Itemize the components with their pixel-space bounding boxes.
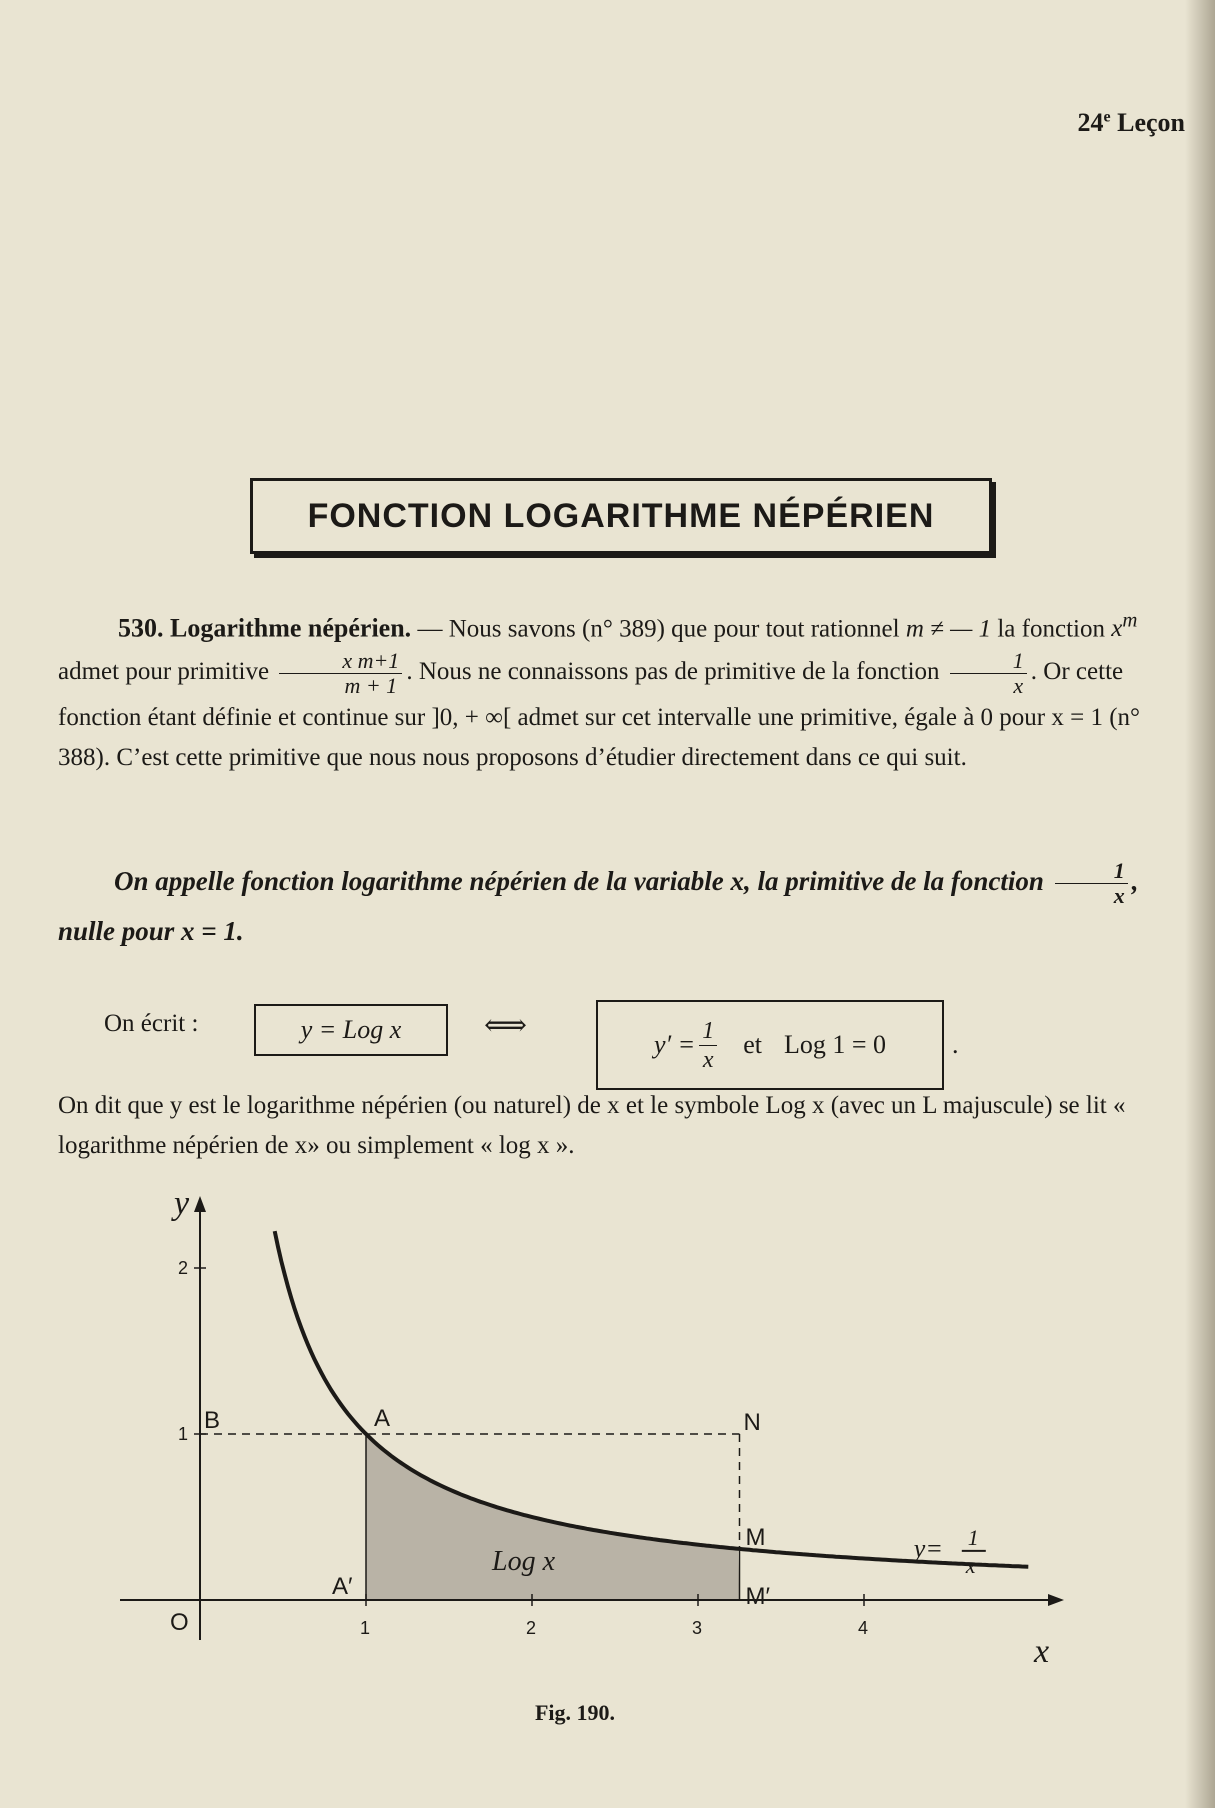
y-tick-label: 2 [178,1258,189,1278]
p1-text-a: — Nous savons (n° 389) que pour tout rationnel [417,615,900,643]
fraction-one-over-x [950,649,1027,698]
origin-label: O [170,1609,189,1636]
x-axis-arrow [1048,1594,1064,1606]
definition-fraction [1055,859,1128,908]
y-ticks [178,1258,206,1444]
et-word: et [743,1030,762,1059]
lesson-superscript: e [1103,108,1111,126]
p1-m-condition: m ≠ — 1 [905,615,992,643]
definition-text-b: , nulle pour x = 1. [58,866,1139,947]
curve-label-den: x [965,1552,976,1578]
lesson-header [1078,108,1186,138]
x-tick-label: 3 [692,1618,703,1638]
fraction-numerator: 1 [699,1017,717,1046]
fraction-numerator: 1 [950,649,1027,674]
naming-paragraph: On dit que y est le logarithme népérien (ou naturel) de x et le symbole Log x (avec un L majuscule) se lit « logarithme népérien de x» ou simplement « log x ». [58,1092,1126,1159]
curve-label-lhs: y= [913,1533,943,1563]
x-tick-label: 4 [858,1618,869,1638]
formula-box-derivative [596,1000,944,1090]
point-m-label: M [745,1523,766,1551]
section-paragraph [58,600,1166,778]
equivalence-arrow: ⟺ [484,1009,528,1042]
derivative-fraction [699,1017,717,1074]
curve-label-num: 1 [967,1524,979,1550]
fraction-primitive [279,649,402,698]
x-tick-label: 1 [360,1618,371,1638]
lesson-word: Leçon [1117,108,1185,137]
y-tick-label: 1 [178,1424,189,1444]
curve-label [911,1525,986,1578]
p1-text-e: . Or cette fonction étant définie et continue sur ]0, + ∞[ admet sur cet intervalle une primitive, égale à 0 pour x = 1 (n° 388). C’est cette primitive que nous nous proposons d’étudier directement dans ce qui suit. [58,658,1141,772]
log-one-equals-zero: Log 1 = 0 [784,1030,887,1059]
formula-box-log: y = Log x [254,1004,448,1056]
area-label: Log x [492,1546,555,1577]
y-axis-arrow [194,1196,206,1212]
point-n-label: N [743,1409,761,1436]
fraction-numerator: 1 [1055,859,1128,884]
formula-period: . [952,1030,959,1059]
definition-text-a: On appelle fonction logarithme népérien de la variable x, la primitive de la fonction [114,866,1044,896]
p1-text-b: la fonction [997,615,1105,643]
on-ecrit-label: On écrit : [104,1010,199,1037]
fraction-numerator: x m+1 [279,649,402,674]
figure-caption: Fig. 190. [534,1700,616,1725]
p1-x: x [1111,615,1123,643]
page-edge-shadow [1185,0,1215,1808]
chapter-title: FONCTION LOGARITHME NÉPÉRIEN [250,478,992,554]
point-a-label: A [374,1405,391,1432]
log-figure [0,1180,1150,1700]
fraction-denominator: x [702,1046,714,1073]
fraction-denominator: m + 1 [344,673,398,699]
x-tick-label: 2 [526,1618,537,1638]
fraction-denominator: x [1013,673,1024,699]
p1-text-c: admet pour primitive [58,658,270,686]
lesson-number: 24 [1077,108,1104,137]
point-aprime-label: A′ [332,1573,353,1600]
y-axis-label: y [174,1185,190,1222]
derivative-lhs: y′ = [653,1030,696,1059]
point-b-label: B [204,1407,221,1434]
p1-text-d: . Nous ne connaissons pas de primitive de la fonction [406,658,940,686]
definition-paragraph [58,858,1166,954]
x-axis-label: x [1034,1633,1050,1670]
p1-xm [1111,608,1138,643]
fraction-denominator: x [1113,883,1125,909]
point-mprime-label: M′ [745,1583,770,1610]
p1-m-sup: m [1122,608,1138,632]
section-lead: 530. Logarithme népérien. [118,613,412,643]
